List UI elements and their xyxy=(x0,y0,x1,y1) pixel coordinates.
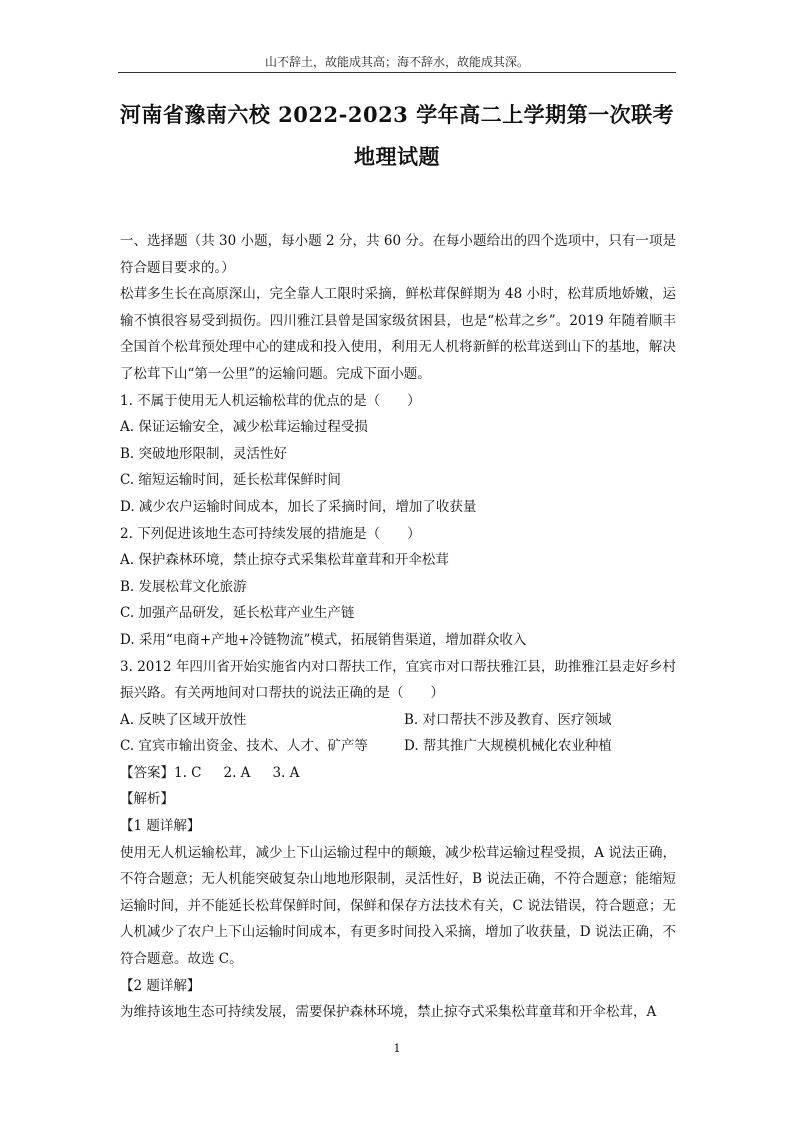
question-2-option-d: D. 采用“电商+产地+冷链物流”模式，拓展销售渠道，增加群众收入 xyxy=(120,631,527,648)
answer-item-2: 2. A xyxy=(223,764,251,781)
question-3-stem: 3. 2012 年四川省开始实施省内对口帮扶工作，宜宾市对口帮扶雅江县，助推雅江县走好乡村振兴路。有关两地间对口帮扶的说法正确的是（ ） xyxy=(120,658,676,702)
page-number: 1 xyxy=(393,1042,401,1055)
question-3-option-d: D. 帮其推广大规模机械化农业种植 xyxy=(404,738,612,755)
analysis-q1-label: 【1 题详解】 xyxy=(120,818,201,835)
analysis-q1-text: 使用无人机运输松茸，减少上下山运输过程中的颠簸，减少松茸运输过程受损，A 说法正确，不符合题意；无人机能突破复杂山地地形限制，灵活性好，B 说法正确，不符合题意；能缩短运输时间，并不能延长松茸保鲜时间，保鲜和保存方法技术有关，C 说法错误，符合题意；无人机减少了农户上下山运输时间成本，有更多时间投入采摘，增加了收获量，D 说法正确，不符合题意。故选 C。 xyxy=(120,844,676,968)
question-1-stem: 1. 不属于使用无人机运输松茸的优点的是（ ） xyxy=(120,392,421,409)
question-1-option-b: B. 突破地形限制，灵活性好 xyxy=(120,445,288,462)
question-1-option-d: D. 减少农户运输时间成本，加长了采摘时间，增加了收获量 xyxy=(120,498,477,515)
document-title: 河南省豫南六校 2022-2023 学年高二上学期第一次联考 xyxy=(119,102,675,127)
answer-item-1: 1. C xyxy=(174,764,202,781)
question-1-option-c: C. 缩短运输时间，延长松茸保鲜时间 xyxy=(120,472,341,489)
question-2-option-a: A. 保护森林环境，禁止掠夺式采集松茸童茸和开伞松茸 xyxy=(120,552,449,569)
question-3-option-b: B. 对口帮扶不涉及教育、医疗领域 xyxy=(404,711,612,728)
header-divider xyxy=(118,72,676,73)
header-motto: 山不辞土，故能成其高；海不辞水，故能成其深。 xyxy=(264,55,529,69)
question-3-options-row-1 xyxy=(120,707,676,734)
question-2-stem: 2. 下列促进该地生态可持续发展的措施是（ ） xyxy=(120,525,421,542)
question-2-option-c: C. 加强产品研发，延长松茸产业生产链 xyxy=(120,605,355,622)
material-paragraph: 松茸多生长在高原深山，完全靠人工限时采摘，鲜松茸保鲜期为 48 小时，松茸质地娇嫩，运输不慎很容易受到损伤。四川雅江县曾是国家级贫困县，也是“松茸之乡”。2019 年随着顺丰全国首个松茸预处理中心的建成和投入使用，利用无人机将新鲜的松茸送到山下的基地，解决了松茸下山“第一公里”的运输问题。完成下面小题。 xyxy=(120,286,676,382)
analysis-q2-text: 为维持该地生态可持续发展，需要保护森林环境，禁止掠夺式采集松茸童茸和开伞松茸，A xyxy=(120,1004,657,1021)
question-3-options-row-2 xyxy=(120,733,676,760)
analysis-q2-label: 【2 题详解】 xyxy=(120,977,201,994)
section-instruction: 一、选择题（共 30 小题，每小题 2 分，共 60 分。在每小题给出的四个选项中，只有一项是符合题目要求的。） xyxy=(120,233,676,276)
answer-item-3: 3. A xyxy=(272,764,300,781)
question-3-option-c: C. 宜宾市输出资金、技术、人才、矿产等 xyxy=(120,738,368,755)
analysis-label: 【解析】 xyxy=(120,791,174,808)
document-body xyxy=(120,228,676,1026)
answer-label: 【答案】 xyxy=(120,764,174,781)
question-3-option-a: A. 反映了区域开放性 xyxy=(120,711,247,728)
question-1-option-a: A. 保证运输安全，减少松茸运输过程受损 xyxy=(120,419,368,436)
answer-line xyxy=(120,760,676,787)
question-2-option-b: B. 发展松茸文化旅游 xyxy=(120,578,247,595)
document-subtitle: 地理试题 xyxy=(354,144,440,169)
